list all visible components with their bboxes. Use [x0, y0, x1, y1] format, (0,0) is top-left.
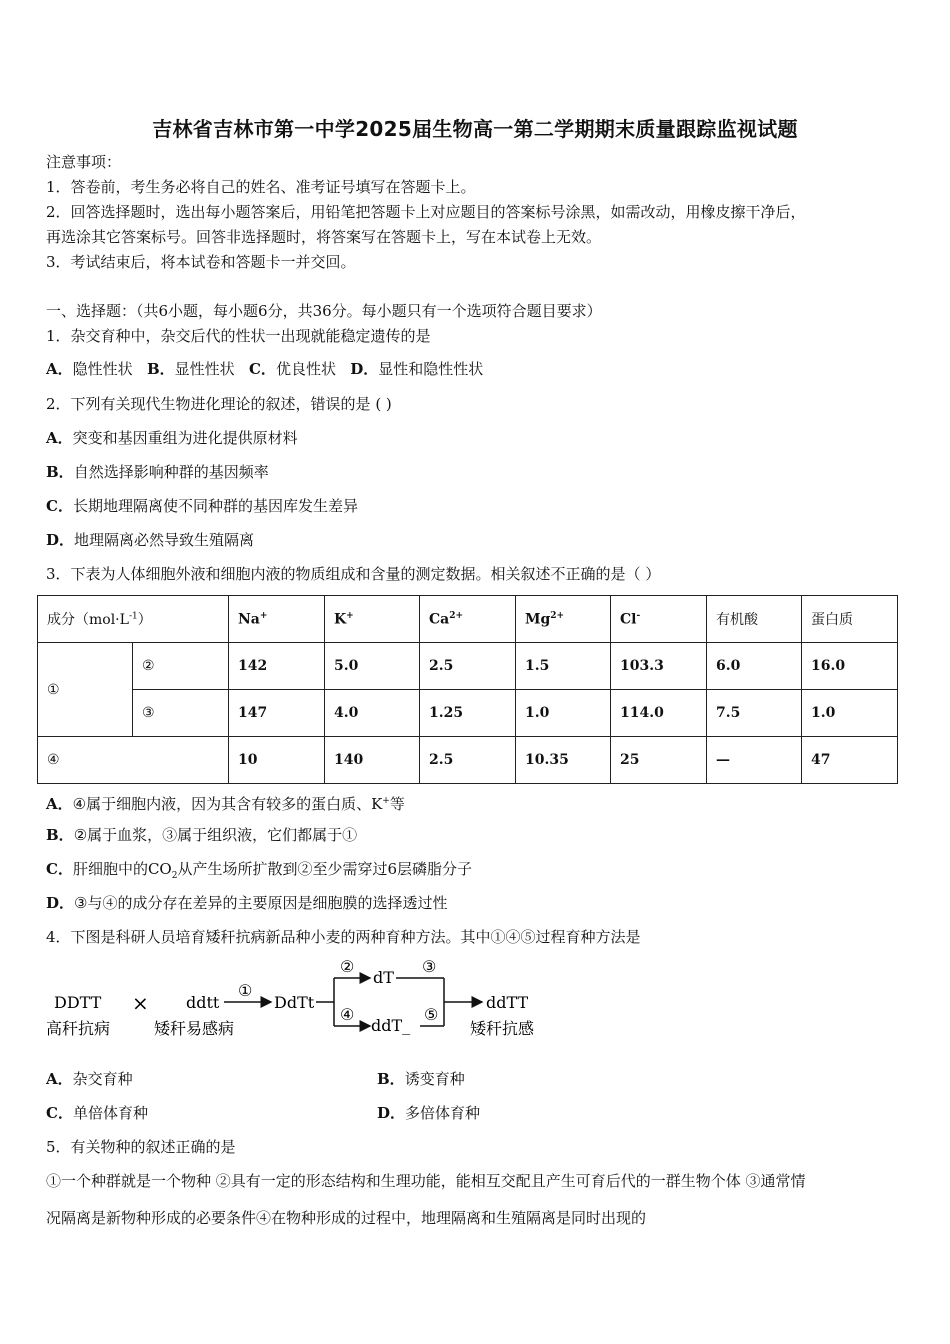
q4-a-label: A．	[46, 1070, 73, 1088]
cell-na: 10	[229, 737, 325, 784]
q1-option-b: 显性性状	[174, 360, 235, 378]
exam-title: 吉林省吉林市第一中学2025届生物高一第二学期期末质量跟踪监视试题	[152, 117, 798, 141]
q3-a-label: A．	[46, 795, 73, 813]
q2-option-c-row	[46, 496, 358, 516]
q2-option-b: 自然选择影响种群的基因频率	[73, 463, 269, 481]
cell-organic: 7.5	[707, 690, 802, 737]
q1-stem: 1．杂交育种中，杂交后代的性状一出现就能稳定遗传的是	[46, 327, 431, 345]
table-header-row	[38, 596, 898, 643]
notice-item-1: 1．答卷前，考生务必将自己的姓名、准考证号填写在答题卡上。	[46, 178, 476, 196]
q4-stem: 4．下图是科研人员培育矮秆抗病新品种小麦的两种育种方法。其中①④⑤过程育种方法是	[46, 928, 641, 946]
notice-item-2a: 2．回答选择题时，选出每小题答案后，用铅笔把答题卡上对应题目的答案标号涂黑，如需改动，用橡皮擦干净后，	[46, 203, 806, 221]
q2-b-label: B．	[46, 463, 74, 481]
q3-d-label: D．	[46, 894, 75, 912]
q2-option-c: 长期地理隔离使不同种群的基因库发生差异	[72, 497, 358, 515]
q2-stem: 2．下列有关现代生物进化理论的叙述，错误的是 ( )	[46, 395, 392, 413]
cell-k: 5.0	[325, 643, 420, 690]
intermediate-bottom: ddT_	[371, 1016, 411, 1035]
row-label: ④	[38, 737, 229, 784]
table-row	[38, 690, 898, 737]
q3-option-d-row	[46, 893, 447, 913]
header-protein: 蛋白质	[802, 596, 898, 643]
header-ca: $Ca^{2+}$	[420, 596, 516, 643]
step3-label: ③	[422, 957, 437, 976]
cell-protein: 1.0	[802, 690, 898, 737]
cell-na: 147	[229, 690, 325, 737]
cell-k: 4.0	[325, 690, 420, 737]
q4-option-c-row	[46, 1103, 148, 1123]
q2-option-d-row	[46, 530, 254, 550]
cell-ca: 2.5	[420, 737, 516, 784]
parent1-phenotype: 高秆抗病	[46, 1019, 111, 1038]
q4-option-c: 单倍体育种	[72, 1104, 148, 1122]
intermediate-top: dT	[373, 968, 394, 987]
q3-option-c-row	[46, 859, 472, 886]
q3-stem: 3．下表为人体细胞外液和细胞内液的物质组成和含量的测定数据。相关叙述不正确的是（ ）	[46, 565, 661, 583]
q2-option-a: 突变和基因重组为进化提供原材料	[72, 429, 298, 447]
q3-option-d: ③与④的成分存在差异的主要原因是细胞膜的选择透过性	[74, 894, 448, 912]
q5-body-line1: ①一个种群就是一个物种 ②具有一定的形态结构和生理功能，能相互交配且产生可育后代的一群生物个体 ③通常情	[46, 1172, 806, 1190]
q3-option-c-end: 从产生场所扩散到②至少需穿过6层磷脂分子	[177, 860, 473, 878]
table-row	[38, 737, 898, 784]
cell-na: 142	[229, 643, 325, 690]
q4-d-label: D．	[377, 1104, 406, 1122]
cell-cl: 114.0	[611, 690, 707, 737]
q4-c-label: C．	[46, 1104, 73, 1122]
q3-option-a-end: 等	[389, 795, 405, 813]
breeding-diagram	[44, 952, 564, 1044]
cell-ca: 2.5	[420, 643, 516, 690]
q3-c-label: C．	[46, 860, 73, 878]
q3-option-a-sup: +	[382, 796, 390, 806]
cell-mg: 1.5	[516, 643, 611, 690]
cell-ca: 1.25	[420, 690, 516, 737]
q5-stem: 5．有关物种的叙述正确的是	[46, 1138, 236, 1156]
section-heading: 一、选择题：（共6小题，每小题6分，共36分。每小题只有一个选项符合题目要求）	[46, 302, 602, 320]
q3-option-a-row	[46, 791, 405, 814]
cell-organic: 6.0	[707, 643, 802, 690]
step1-label: ①	[238, 981, 253, 1000]
q3-option-c-sub: 2	[171, 871, 178, 881]
header-organic-acid: 有机酸	[707, 596, 802, 643]
q4-option-a-row	[46, 1069, 133, 1089]
q2-option-d: 地理隔离必然导致生殖隔离	[74, 531, 255, 549]
header-k: K+	[325, 596, 420, 643]
cell-mg: 1.0	[516, 690, 611, 737]
q3-option-c: 肝细胞中的CO	[72, 860, 172, 878]
fluid-composition-table	[37, 595, 898, 784]
row-label: ②	[133, 643, 229, 690]
q4-option-d: 多倍体育种	[405, 1104, 481, 1122]
q2-option-b-row	[46, 462, 269, 482]
cell-mg: 10.35	[516, 737, 611, 784]
step4-label: ④	[340, 1005, 355, 1024]
cell-cl: 25	[611, 737, 707, 784]
result-genotype: ddTT	[486, 993, 529, 1012]
parent1-genotype: DDTT	[54, 993, 102, 1012]
q1-options	[46, 359, 483, 379]
q1-option-a: 隐性性状	[72, 360, 133, 378]
q4-b-label: B．	[377, 1070, 405, 1088]
step5-label: ⑤	[424, 1005, 439, 1024]
header-cl: Cl-	[611, 596, 707, 643]
q4-option-a: 杂交育种	[72, 1070, 133, 1088]
header-na: Na+	[229, 596, 325, 643]
result-phenotype: 矮秆抗感	[470, 1019, 535, 1038]
cell-cl: 103.3	[611, 643, 707, 690]
q5-body-line2: 况隔离是新物种形成的必要条件④在物种形成的过程中，地理隔离和生殖隔离是同时出现的	[46, 1209, 647, 1227]
q1-a-label: A．	[46, 360, 73, 378]
q1-d-label: D．	[350, 360, 379, 378]
row-label: ③	[133, 690, 229, 737]
q1-b-label: B．	[146, 360, 175, 378]
table-row	[38, 643, 898, 690]
notice-item-3: 3．考试结束后，将本试卷和答题卡一并交回。	[46, 253, 356, 271]
cell-protein: 16.0	[802, 643, 898, 690]
cell-protein: 47	[802, 737, 898, 784]
q1-option-d: 显性和隐性性状	[378, 360, 484, 378]
q1-c-label: C．	[248, 360, 276, 378]
q2-d-label: D．	[46, 531, 75, 549]
parent2-genotype: ddtt	[186, 993, 220, 1012]
cell-organic: —	[707, 737, 802, 784]
notice-item-2b: 再选涂其它答案标号。回答非选择题时，将答案写在答题卡上，写在本试卷上无效。	[46, 228, 602, 246]
f1-genotype: DdTt	[274, 993, 315, 1012]
notice-heading: 注意事项：	[46, 153, 122, 171]
q3-option-b-row	[46, 825, 357, 845]
q1-option-c: 优良性状	[275, 360, 336, 378]
q2-c-label: C．	[46, 497, 73, 515]
q4-option-d-row	[377, 1103, 480, 1123]
q2-option-a-row	[46, 428, 298, 448]
q3-b-label: B．	[46, 826, 74, 844]
q4-option-b-row	[377, 1069, 465, 1089]
q2-a-label: A．	[46, 429, 73, 447]
group-label-1: ①	[38, 643, 133, 737]
cell-k: 140	[325, 737, 420, 784]
q3-option-b: ②属于血浆，③属于组织液，它们都属于①	[73, 826, 358, 844]
q4-option-b: 诱变育种	[404, 1070, 465, 1088]
header-mg: $Mg^{2+}$	[516, 596, 611, 643]
step2-label: ②	[340, 957, 355, 976]
cross-symbol: ×	[132, 991, 149, 1015]
header-component: 成分$(mol\cdot L^{-1})$	[38, 596, 229, 643]
q3-option-a: ④属于细胞内液，因为其含有较多的蛋白质、K	[72, 795, 383, 813]
parent2-phenotype: 矮秆易感病	[154, 1019, 235, 1038]
